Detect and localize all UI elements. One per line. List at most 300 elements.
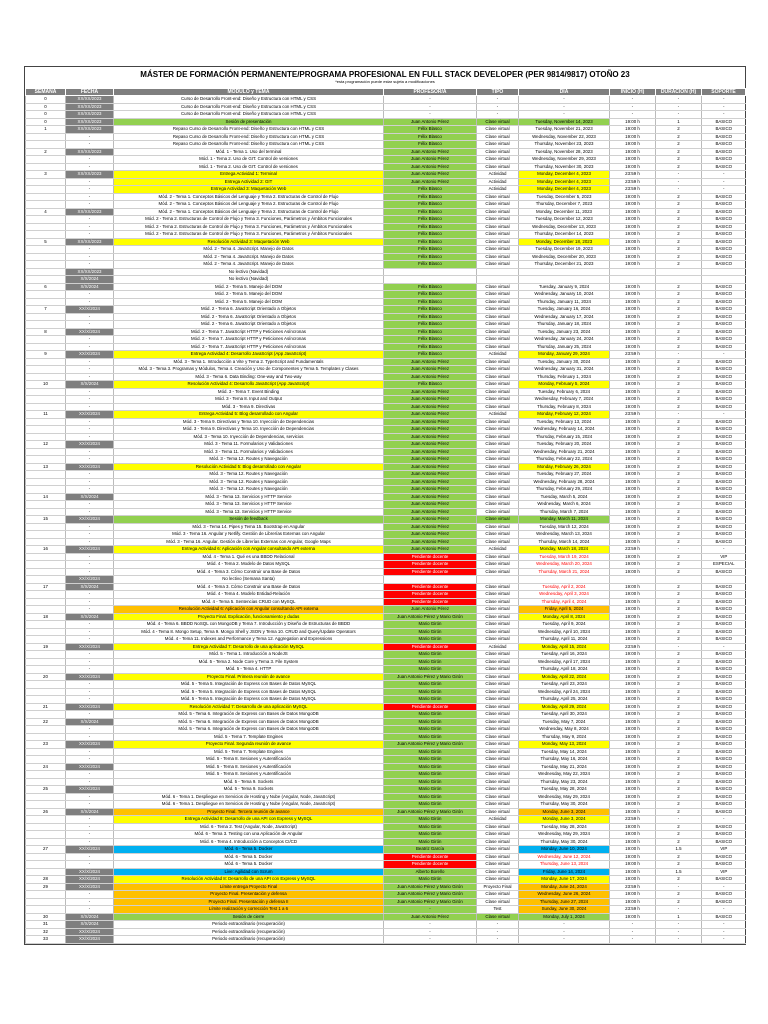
module-cell: Mód. 3 - Tema 13. Servicios y HTTP Service [114, 493, 384, 501]
duration-cell: 2 [656, 238, 702, 246]
start-cell: 19:00 h [610, 126, 656, 134]
teacher-cell: Mario Girón [384, 786, 477, 794]
duration-cell: 2 [656, 703, 702, 711]
start-cell: 23:59 h [610, 171, 656, 179]
week-cell [26, 636, 66, 644]
day-cell: Tuesday, March 12, 2024 [519, 523, 610, 531]
duration-cell: 2 [656, 898, 702, 906]
week-cell [26, 868, 66, 876]
teacher-cell: Pendiente docente [384, 703, 477, 711]
type-cell: Clase virtual [477, 838, 519, 846]
start-cell: 23:59 h [610, 906, 656, 914]
day-cell: Monday, June 17, 2024 [519, 876, 610, 884]
support-cell: VIP [702, 868, 746, 876]
module-cell: Resolución Actividad 3: Maquetación Web [114, 238, 384, 246]
start-cell: 19:00 h [610, 733, 656, 741]
module-cell: Mód. 2 - Tema 4. JavaScript. Manejo de Datos [114, 261, 384, 269]
module-cell: Mód. 4 - Tema 3. Cómo Construir una Base de Datos [114, 568, 384, 576]
type-cell: Clase virtual [477, 673, 519, 681]
teacher-cell: Félix Blasco [384, 141, 477, 149]
teacher-cell: Mario Girón [384, 816, 477, 824]
week-cell [26, 681, 66, 689]
module-cell: Mód. 5 - Tema 1. Introducción a NodeJS [114, 651, 384, 659]
teacher-cell: Mario Girón [384, 658, 477, 666]
week-cell [26, 186, 66, 194]
date-cell: - [66, 216, 114, 224]
teacher-cell: Mario Girón [384, 756, 477, 764]
teacher-cell [384, 268, 477, 276]
date-cell: - [66, 681, 114, 689]
module-cell: Mód. 2 - Tema 7. JavaScript HTTP y Peticiones Asíncronas [114, 328, 384, 336]
day-cell: Tuesday, February 27, 2024 [519, 471, 610, 479]
table-row [26, 808, 746, 816]
table-row [26, 238, 746, 246]
day-cell: Tuesday, April 9, 2024 [519, 621, 610, 629]
duration-cell: - [656, 411, 702, 419]
duration-cell: - [656, 546, 702, 554]
teacher-cell: Juan Antonio Pérez [384, 523, 477, 531]
start-cell: 19:00 h [610, 283, 656, 291]
date-cell: - [66, 426, 114, 434]
type-cell: Clase virtual [477, 553, 519, 561]
week-cell [26, 343, 66, 351]
teacher-cell: Mario Girón [384, 621, 477, 629]
type-cell: Clase virtual [477, 246, 519, 254]
type-cell: Clase virtual [477, 321, 519, 329]
duration-cell [656, 276, 702, 284]
type-cell: Clase virtual [477, 523, 519, 531]
table-row [26, 426, 746, 434]
date-cell: - [66, 853, 114, 861]
start-cell: 19:00 h [610, 913, 656, 921]
teacher-cell: Mario Girón [384, 831, 477, 839]
day-cell: Monday, June 24, 2024 [519, 883, 610, 891]
start-cell: 23:59 h [610, 178, 656, 186]
table-row [26, 838, 746, 846]
start-cell: 19:00 h [610, 786, 656, 794]
type-cell: Clase virtual [477, 606, 519, 614]
module-cell: Mód. 4 - Tema 3. Cómo Construir una Base de Datos [114, 583, 384, 591]
teacher-cell: Mario Girón [384, 651, 477, 659]
date-cell: - [66, 906, 114, 914]
week-cell: 19 [26, 643, 66, 651]
start-cell: - [610, 103, 656, 111]
table-row [26, 771, 746, 779]
start-cell: 19:00 h [610, 253, 656, 261]
type-cell: Clase virtual [477, 216, 519, 224]
week-cell: 8 [26, 328, 66, 336]
duration-cell [656, 576, 702, 584]
week-cell [26, 793, 66, 801]
start-cell: - [610, 928, 656, 936]
duration-cell: 2 [656, 583, 702, 591]
module-cell: Mód. 4 - Tema 5. Sentencias CRUD con MySQL [114, 598, 384, 606]
duration-cell: 2 [656, 456, 702, 464]
duration-cell: 2 [656, 478, 702, 486]
type-cell: Clase virtual [477, 328, 519, 336]
week-cell: 23 [26, 741, 66, 749]
table-row [26, 598, 746, 606]
week-cell [26, 268, 66, 276]
teacher-cell: Mario Girón [384, 771, 477, 779]
table-row [26, 666, 746, 674]
start-cell: 19:00 h [610, 651, 656, 659]
day-cell: Monday, December 4, 2023 [519, 178, 610, 186]
module-cell: Mód. 3 - Tema 9. Directivas y Tema 10. Inyección de Dependencias [114, 418, 384, 426]
date-cell: - [66, 651, 114, 659]
module-cell: Mód. 2 - Tema 4. JavaScript. Manejo de Datos [114, 246, 384, 254]
duration-cell: 2 [656, 748, 702, 756]
date-cell: - [66, 891, 114, 899]
day-cell: Monday, February 12, 2024 [519, 411, 610, 419]
day-cell: Monday, March 11, 2024 [519, 516, 610, 524]
duration-cell [656, 268, 702, 276]
date-cell: - [66, 816, 114, 824]
type-cell: Clase virtual [477, 253, 519, 261]
day-cell: Thursday, May 30, 2024 [519, 801, 610, 809]
type-cell: Clase virtual [477, 703, 519, 711]
teacher-cell: Juan Antonio Pérez [384, 358, 477, 366]
table-row [26, 358, 746, 366]
date-cell: - [66, 141, 114, 149]
table-row [26, 546, 746, 554]
support-cell: BASICO [702, 388, 746, 396]
week-cell: 15 [26, 516, 66, 524]
date-cell: - [66, 628, 114, 636]
support-cell: BASICO [702, 666, 746, 674]
support-cell: BASICO [702, 838, 746, 846]
date-cell: - [66, 448, 114, 456]
start-cell: 19:00 h [610, 291, 656, 299]
date-cell: - [66, 726, 114, 734]
duration-cell: 2 [656, 726, 702, 734]
start-cell: 19:00 h [610, 493, 656, 501]
day-cell: Monday, March 18, 2024 [519, 546, 610, 554]
duration-cell: 2 [656, 418, 702, 426]
date-cell: - [66, 756, 114, 764]
date-cell: XX/X/2024 [66, 306, 114, 314]
type-cell: Clase virtual [477, 478, 519, 486]
week-cell [26, 891, 66, 899]
duration-cell: 2 [656, 148, 702, 156]
teacher-cell: Juan Antonio Pérez [384, 486, 477, 494]
module-cell: Resolución Actividad 7: Desarrollo de una aplicación MySQL [114, 703, 384, 711]
week-cell [26, 471, 66, 479]
table-row [26, 223, 746, 231]
module-cell: Mód. 3 - Tema 12. Routes y Navegación [114, 478, 384, 486]
type-cell: Clase virtual [477, 471, 519, 479]
module-cell: Mód. 1 - Tema 2. Uso de GIT. Control de versiones [114, 156, 384, 164]
table-row [26, 493, 746, 501]
table-row [26, 456, 746, 464]
duration-cell: 2 [656, 403, 702, 411]
duration-cell: 2 [656, 538, 702, 546]
date-cell: XX/XX/2023 [66, 111, 114, 119]
start-cell: 19:00 h [610, 658, 656, 666]
day-cell: Thursday, April 25, 2024 [519, 696, 610, 704]
date-cell: XX/X/2024 [66, 876, 114, 884]
start-cell: 19:00 h [610, 508, 656, 516]
teacher-cell: Félix Blasco [384, 261, 477, 269]
duration-cell: 2 [656, 493, 702, 501]
week-cell [26, 223, 66, 231]
type-cell: Clase virtual [477, 636, 519, 644]
teacher-cell: Juan Antonio Pérez [384, 178, 477, 186]
day-cell: Tuesday, December 12, 2023 [519, 216, 610, 224]
support-cell: BASICO [702, 831, 746, 839]
support-cell: BASICO [702, 223, 746, 231]
duration-cell: 2 [656, 771, 702, 779]
duration-cell: 2 [656, 651, 702, 659]
date-cell: - [66, 553, 114, 561]
week-cell [26, 261, 66, 269]
week-cell [26, 621, 66, 629]
duration-cell: 2 [656, 741, 702, 749]
teacher-cell: Félix Blasco [384, 133, 477, 141]
table-row [26, 651, 746, 659]
module-cell: Mód. 3 - Tema 16. Angular y Netlify. Gestión de Librerías Externas con Angular [114, 531, 384, 539]
week-cell: 33 [26, 936, 66, 944]
support-cell: - [702, 103, 746, 111]
week-cell: 16 [26, 546, 66, 554]
teacher-cell: Pendiente docente [384, 591, 477, 599]
start-cell: 19:00 h [610, 456, 656, 464]
type-cell: Clase virtual [477, 681, 519, 689]
type-cell: Clase virtual [477, 771, 519, 779]
module-cell: Mód. 6 - Tema 1. Despliegue en Servicios de Hosting y Nube (Angular, Node, JavaScript) [114, 801, 384, 809]
day-cell: - [519, 96, 610, 104]
type-cell: Clase virtual [477, 711, 519, 719]
duration-cell: - [656, 103, 702, 111]
module-cell: Mód. 3 - Tema 10. Inyección de Dependencias, servicios [114, 433, 384, 441]
teacher-cell: Juan Antonio Pérez [384, 441, 477, 449]
teacher-cell: Félix Blasco [384, 343, 477, 351]
support-cell: BASICO [702, 291, 746, 299]
module-cell: Mód. 2 - Tema 1. Conceptos Básicos del Lenguaje y Tema 2. Estructuras de Control de Flujo [114, 193, 384, 201]
day-cell: Wednesday, February 14, 2024 [519, 426, 610, 434]
table-row [26, 208, 746, 216]
week-cell [26, 216, 66, 224]
start-cell: 19:00 h [610, 403, 656, 411]
module-cell: Sesión de feedback [114, 516, 384, 524]
start-cell: 19:00 h [610, 666, 656, 674]
table-row [26, 576, 746, 584]
module-cell: Mód. 2 - Tema 2. Estructuras de Control de Flujo y Tema 3. Funciones, Parámetros y Ámbitos Funcionales [114, 216, 384, 224]
week-cell [26, 838, 66, 846]
module-cell: Mód. 1 - Tema 1. Uso del terminal [114, 148, 384, 156]
type-cell: Clase virtual [477, 531, 519, 539]
column-header: DÍA [519, 89, 610, 96]
module-cell: Proyecto Final. Primera reunión de avance [114, 673, 384, 681]
date-cell: - [66, 696, 114, 704]
support-cell: BASICO [702, 621, 746, 629]
table-row [26, 336, 746, 344]
module-cell: Proyecto Final. Tercera reunión de avance [114, 808, 384, 816]
teacher-cell [384, 276, 477, 284]
week-cell: 28 [26, 876, 66, 884]
day-cell: Tuesday, November 28, 2023 [519, 148, 610, 156]
teacher-cell: Juan Antonio Pérez [384, 418, 477, 426]
module-cell: Mód. 5 - Tema 5. Integración de Express con Bases de Datos MySQL [114, 696, 384, 704]
type-cell: Clase virtual [477, 396, 519, 404]
date-cell: X/X/2024 [66, 493, 114, 501]
support-cell: BASICO [702, 486, 746, 494]
column-header: PROFESOR/A [384, 89, 477, 96]
day-cell: Wednesday, February 28, 2024 [519, 478, 610, 486]
support-cell: BASICO [702, 478, 746, 486]
teacher-cell: - [384, 928, 477, 936]
day-cell: Wednesday, May 29, 2024 [519, 793, 610, 801]
day-cell: Thursday, January 25, 2024 [519, 343, 610, 351]
module-cell: Entrega Actividad 2: GIT [114, 178, 384, 186]
day-cell: Tuesday, November 21, 2023 [519, 126, 610, 134]
teacher-cell: Félix Blasco [384, 126, 477, 134]
duration-cell: 2 [656, 673, 702, 681]
module-cell: Mód. 5 - Tema 8. Sesiones y Autentificación [114, 756, 384, 764]
teacher-cell: Félix Blasco [384, 283, 477, 291]
week-cell [26, 591, 66, 599]
support-cell: BASICO [702, 208, 746, 216]
table-row [26, 388, 746, 396]
teacher-cell: - [384, 111, 477, 119]
table-row [26, 216, 746, 224]
week-cell: 6 [26, 283, 66, 291]
table-row [26, 793, 746, 801]
start-cell: 19:00 h [610, 876, 656, 884]
table-row [26, 448, 746, 456]
duration-cell: - [656, 178, 702, 186]
week-cell: 9 [26, 351, 66, 359]
table-row [26, 381, 746, 389]
table-row [26, 148, 746, 156]
module-cell: Mód. 4 - Tema 8. Mongo Setup, Tema 9. Mongo Shell y JSON y Tema 10. CRUD and Query/Update Operators [114, 628, 384, 636]
week-cell [26, 816, 66, 824]
type-cell: Clase virtual [477, 666, 519, 674]
module-cell: Mód. 5 - Tema 5. Integración de Express con Bases de Datos MySQL [114, 681, 384, 689]
type-cell: Clase virtual [477, 801, 519, 809]
duration-cell: 2 [656, 531, 702, 539]
support-cell: BASICO [702, 313, 746, 321]
week-cell [26, 906, 66, 914]
type-cell: Clase virtual [477, 778, 519, 786]
support-cell: - [702, 411, 746, 419]
start-cell: 19:00 h [610, 838, 656, 846]
module-cell: Mód. 1 - Tema 2. Uso de GIT. Control de versiones [114, 163, 384, 171]
start-cell: - [610, 921, 656, 929]
day-cell [519, 268, 610, 276]
day-cell: Tuesday, December 19, 2023 [519, 246, 610, 254]
duration-cell: 2 [656, 133, 702, 141]
start-cell: 19:00 h [610, 148, 656, 156]
week-cell [26, 898, 66, 906]
date-cell: XX/X/2024 [66, 786, 114, 794]
support-cell: BASICO [702, 306, 746, 314]
duration-cell: 2 [656, 366, 702, 374]
week-cell [26, 133, 66, 141]
day-cell: Wednesday, January 31, 2024 [519, 366, 610, 374]
week-cell: 14 [26, 493, 66, 501]
start-cell: 19:00 h [610, 583, 656, 591]
table-row [26, 726, 746, 734]
day-cell: Thursday, May 9, 2024 [519, 733, 610, 741]
type-cell [477, 276, 519, 284]
duration-cell: 2 [656, 628, 702, 636]
day-cell: Wednesday, May 8, 2024 [519, 726, 610, 734]
teacher-cell: Juan Antonio Pérez [384, 396, 477, 404]
module-cell: Entrega Actividad 5: Blog desarrollado con Angular [114, 411, 384, 419]
teacher-cell: Félix Blasco [384, 238, 477, 246]
type-cell: Clase virtual [477, 156, 519, 164]
teacher-cell: Juan Antonio Pérez [384, 118, 477, 126]
support-cell: BASICO [702, 771, 746, 779]
duration-cell: 2 [656, 516, 702, 524]
duration-cell: 2 [656, 381, 702, 389]
duration-cell: 2 [656, 591, 702, 599]
week-cell: 13 [26, 463, 66, 471]
type-cell: Clase virtual [477, 508, 519, 516]
support-cell: BASICO [702, 681, 746, 689]
table-row [26, 396, 746, 404]
type-cell: Clase virtual [477, 516, 519, 524]
start-cell: 19:00 h [610, 441, 656, 449]
start-cell: 19:00 h [610, 771, 656, 779]
start-cell: 19:00 h [610, 703, 656, 711]
support-cell: BASICO [702, 583, 746, 591]
type-cell: Clase virtual [477, 358, 519, 366]
support-cell: BASICO [702, 448, 746, 456]
date-cell: - [66, 291, 114, 299]
module-cell: Mód. 3 - Tema 12. Routes y Navegación [114, 456, 384, 464]
table-row [26, 441, 746, 449]
module-cell: Mód. 2 - Tema 1. Conceptos Básicos del Lenguaje y Tema 2. Estructuras de Control de Flujo [114, 208, 384, 216]
table-row [26, 403, 746, 411]
start-cell: 19:00 h [610, 231, 656, 239]
teacher-cell: Juan Antonio Pérez [384, 531, 477, 539]
day-cell: Thursday, May 16, 2024 [519, 756, 610, 764]
support-cell: BASICO [702, 133, 746, 141]
type-cell [477, 576, 519, 584]
duration-cell: 2 [656, 793, 702, 801]
date-cell: XX/XX/2023 [66, 208, 114, 216]
week-cell [26, 598, 66, 606]
day-cell: Thursday, February 22, 2024 [519, 456, 610, 464]
support-cell: BASICO [702, 763, 746, 771]
date-cell: - [66, 178, 114, 186]
table-row [26, 276, 746, 284]
teacher-cell: Pendiente docente [384, 598, 477, 606]
day-cell: Thursday, May 30, 2024 [519, 838, 610, 846]
table-row [26, 418, 746, 426]
teacher-cell: Pendiente docente [384, 553, 477, 561]
support-cell: BASICO [702, 283, 746, 291]
teacher-cell: Mario Girón [384, 718, 477, 726]
module-cell: Mód. 3 - Tema 14. Pipes y Tema 15. Bootstrap en Angular [114, 523, 384, 531]
table-row [26, 433, 746, 441]
module-cell: Proyecto Final. Presentación y defensa [114, 891, 384, 899]
duration-cell: 2 [656, 246, 702, 254]
week-cell [26, 666, 66, 674]
day-cell: Thursday, February 8, 2024 [519, 403, 610, 411]
day-cell: Monday, January 29, 2024 [519, 351, 610, 359]
duration-cell: 2 [656, 561, 702, 569]
column-header: TIPO [477, 89, 519, 96]
start-cell: 19:00 h [610, 538, 656, 546]
table-row [26, 126, 746, 134]
duration-cell: 2 [656, 486, 702, 494]
week-cell [26, 141, 66, 149]
table-row [26, 231, 746, 239]
day-cell: Monday, December 18, 2023 [519, 238, 610, 246]
